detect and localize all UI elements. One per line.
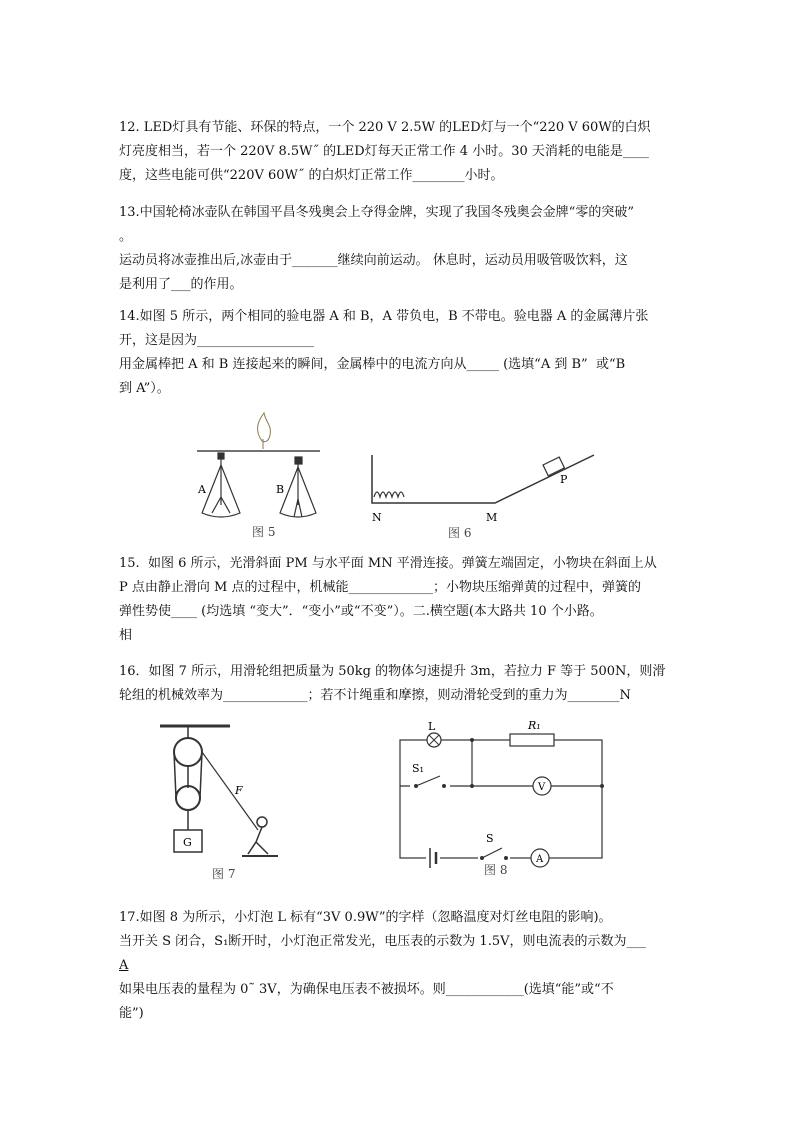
q13-line-1: 13.中国轮椅冰壶队在韩国平昌冬残奥会上夺得金牌，实现了我国冬残奥会金牌“零的突破”: [119, 205, 634, 220]
fig5-label-a: A: [198, 483, 206, 496]
q17-line-1: 17.如图 8 为所示，小灯泡 L 标有“3V 0.9W”的字样（忽略温度对灯丝电阻的影响)。: [119, 910, 612, 925]
fig7-caption: 图 7: [212, 867, 236, 881]
q15-line-1: 15. 如图 6 所示，光滑斜面 PM 与水平面 MN 平滑连接。弹簧左端固定，小物块在斜面上从: [119, 556, 657, 571]
fig8-caption: 图 8: [484, 863, 508, 877]
q13-line-4: 是利用了___的作用。: [119, 277, 243, 292]
fig6-label-p: P: [560, 473, 568, 486]
figure-7-pulley: [150, 718, 290, 886]
q14-line-3: 用金属棒把 A 和 B 连接起来的瞬间，金属棒中的电流方向从_____ (选填“A 到 B” 或“B: [119, 357, 626, 372]
question-14: [119, 305, 679, 401]
fig8-label-r1: R₁: [528, 719, 541, 732]
figure-5-electroscopes: [192, 405, 342, 540]
question-17: [119, 906, 679, 1026]
q17-line-3: A: [119, 958, 129, 973]
question-15: [119, 552, 679, 648]
q17-line-2: 当开关 S 闭合，S₁断开时，小灯泡正常发光，电压表的示数为 1.5V，则电流表的示数为___: [119, 934, 646, 949]
q17-line-4: 如果电压表的量程为 0˜ 3V，为确保电压表不被损坏。则____________(选填“能”或“不: [119, 982, 614, 997]
q15-line-3: 弹性势使____ (均选填 “变大”．“变小”或“不变”）。二.横空题(本大路共 10 个小路。: [119, 604, 603, 619]
q13-line-2: 。: [119, 229, 133, 244]
fig6-label-n: N: [372, 511, 382, 524]
fig6-caption: 图 6: [448, 526, 472, 540]
figure-8-circuit: [392, 718, 624, 878]
q13-line-3: 运动员将冰壶推出后,冰壶由于_______继续向前运动。 休息时，运动员用吸管吸饮料，这: [119, 253, 628, 268]
q12-line-1: 12. LED灯具有节能、环保的特点，一个 220 V 2.5W 的LED灯与一个“220 V 60W的白炽: [119, 120, 651, 135]
q12-line-2: 灯亮度相当，若一个 220V 8.5W˝ 的LED灯每天正常工作 4 小时。30 天消耗的电能是____: [119, 144, 649, 159]
q15-line-2: P 点由静止滑向 M 点的过程中，机械能_____________；小物块压缩弹黄的过程中，弹簧的: [119, 580, 641, 595]
battery-icon: [426, 848, 440, 868]
fig5-caption: 图 5: [252, 525, 276, 539]
resistor-r1: [510, 734, 554, 746]
person-icon: [248, 817, 268, 854]
fig8-label-s1: S₁: [412, 762, 424, 775]
q16-line-1: 16．如图 7 所示，用滑轮组把质量为 50kg 的物体匀速提升 3m，若拉力 F 等于 500N，则滑: [119, 664, 666, 679]
figure-6-incline-spring: [360, 445, 600, 545]
switch-s1-icon: [410, 776, 450, 794]
electroscope-a: [202, 453, 240, 517]
q14-line-1: 14.如图 5 所示，两个相同的验电器 A 和 B，A 带负电，B 不带电。验电器 A 的金属薄片张: [119, 309, 649, 324]
fig8-label-v: V: [538, 782, 546, 793]
switch-s-icon: [478, 846, 510, 862]
question-13: [119, 201, 679, 297]
flame-icon: [258, 413, 271, 449]
spring-icon: [374, 492, 404, 497]
q14-line-4: 到 A”）。: [119, 381, 170, 396]
fig8-label-s: S: [486, 832, 494, 845]
fig6-label-m: M: [486, 511, 498, 524]
question-16: [119, 660, 679, 708]
movable-pulley-icon: [176, 786, 200, 810]
fig8-label-a: A: [536, 854, 544, 865]
fixed-pulley-icon: [174, 738, 202, 766]
q12-line-3: 度，这些电能可供“220V 60W˝ 的白炽灯正常工作________小时。: [119, 168, 504, 183]
q16-line-2: 轮组的机械效率为_____________；若不计绳重和摩擦，则动滑轮受到的重力为________N: [119, 688, 631, 703]
q14-line-2: 开，这是因为__________________: [119, 333, 315, 348]
electroscope-b: [280, 457, 316, 517]
q17-line-5: 能”): [119, 1006, 144, 1021]
q15-line-4: 相: [119, 628, 133, 643]
fig5-label-b: B: [276, 483, 285, 496]
fig7-label-g: G: [183, 836, 192, 849]
fig8-label-l: L: [428, 720, 436, 733]
fig7-label-f: F: [235, 784, 243, 797]
question-12: [119, 116, 679, 188]
lamp-l-icon: [427, 733, 441, 747]
